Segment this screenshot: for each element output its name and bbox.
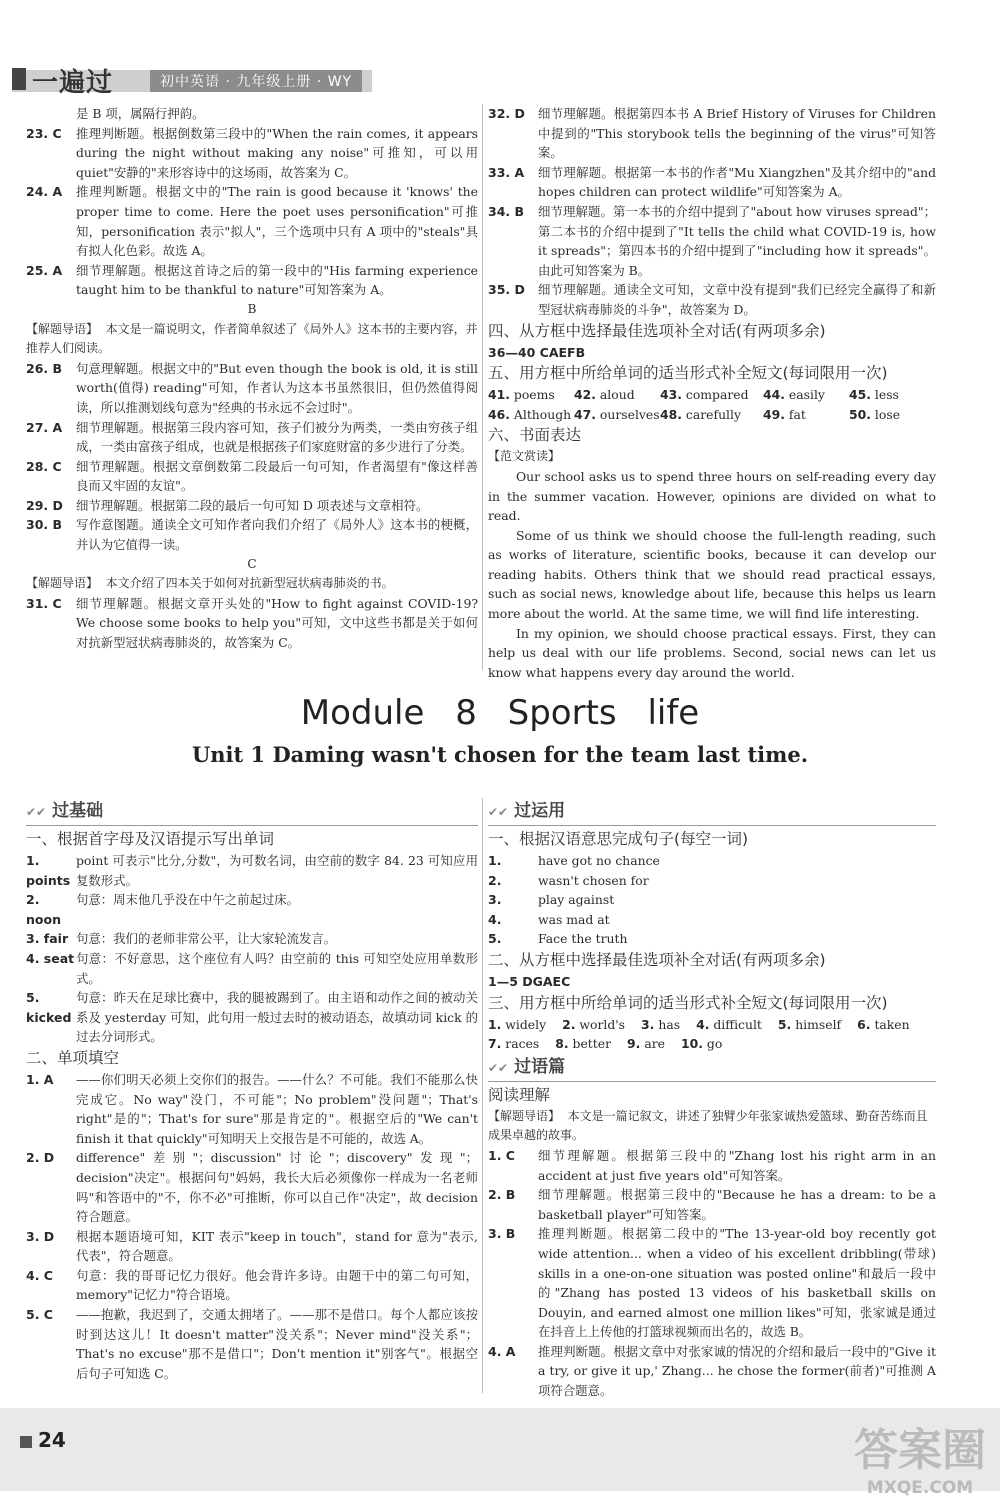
right-column-top xyxy=(488,104,936,682)
ll-section-1-title: 一、根据首字母及汉语提示写出单词 xyxy=(26,830,275,848)
answer-item-number: 30. B xyxy=(26,517,63,533)
answer-item-number: 2. noon xyxy=(26,892,61,927)
lr-section-1-title: 一、根据汉语意思完成句子(每空一词) xyxy=(488,830,749,848)
answer-item xyxy=(488,890,936,910)
answer-item-text: 根据本题语境可知，KIT 表示"keep in touch"，stand for 意为"表示,代表"，符合题意。 xyxy=(76,1228,478,1264)
word-answer-number: 6. xyxy=(857,1016,871,1032)
answer-item xyxy=(488,1146,936,1185)
answer-item xyxy=(26,359,478,418)
word-answer-word: taken xyxy=(874,1016,910,1032)
ll-section-2-title: 二、单项填空 xyxy=(26,1048,120,1067)
answer-item-text: ——抱歉，我迟到了，交通太拥堵了。——那不是借口。每个人都应该按时到达这儿！It doesn't matter"没关系"；Never mind"没关系"；That's no excuse"那不是借口"；Don't mention it"别客气"。根据空后句子可知选 C。 xyxy=(76,1307,478,1381)
lr-section-2-answer: 1—5 DGAEC xyxy=(488,973,571,989)
answer-item xyxy=(26,1227,478,1266)
answer-item-text: 推理判断题。根据文章中对张家诚的情况的介绍和最后一段中的"Give it a try, or give it up,' Zhang... he chose the former(前者)"可推测 A 项符合题意。 xyxy=(538,1343,936,1399)
word-answer-number: 2. xyxy=(562,1016,576,1032)
book-label: 初中英语 · 九年级上册 · WY xyxy=(150,70,362,92)
heading-mark-icon: ✔✔ xyxy=(488,1060,509,1075)
word-answer-number: 45. xyxy=(849,387,871,403)
word-answer-number: 48. xyxy=(660,406,682,422)
answer-item-number: 27. A xyxy=(26,419,63,435)
answer-item xyxy=(26,1070,478,1148)
answer-item-number: 3. xyxy=(488,892,502,908)
answer-item-number: 28. C xyxy=(26,458,62,474)
header-square-icon xyxy=(12,68,26,90)
reading-guide xyxy=(488,1107,936,1146)
answer-item xyxy=(26,418,478,457)
word-answer-word: Although xyxy=(513,406,572,422)
word-answer-number: 46. xyxy=(488,406,510,422)
basics-heading-text: 过基础 xyxy=(52,801,104,821)
reading-guide-label: 【解题导语】 xyxy=(488,1108,561,1123)
word-answer-word: better xyxy=(572,1036,612,1052)
answer-item-text: Face the truth xyxy=(538,931,628,947)
watermark-logo xyxy=(854,1414,986,1498)
word-answer-word: aloud xyxy=(599,387,635,403)
section-5-title: 五、用方框中所给单词的适当形式补全短文(每词限用一次) xyxy=(488,364,888,383)
answer-item-text: 句意：我们的老师非常公平，让大家轮流发言。 xyxy=(76,931,337,947)
section-c-letter: C xyxy=(247,556,257,571)
word-answer-number: 1. xyxy=(488,1016,502,1032)
answer-item-number: 4. C xyxy=(26,1267,53,1283)
word-answer-number: 3. xyxy=(641,1016,655,1032)
answer-item-text: 细节理解题。根据第二段的最后一句可知 D 项表述与文章相符。 xyxy=(76,497,429,513)
answer-item-text: 细节理解题。第一本书的介绍中提到了"about how viruses spread"；第二本书的介绍中提到了"It tells the child what COVID-19 is, how it spreads"；第四本书的介绍中提到了"including how it spreads"。由此可知答案为 B。 xyxy=(538,203,936,278)
application-heading xyxy=(488,798,936,826)
answer-item xyxy=(488,910,936,930)
answer-item-number: 33. A xyxy=(488,164,525,180)
word-answer xyxy=(488,405,574,425)
answer-item-text: 细节理解题。根据文章倒数第二段最后一句可知，作者渴望有"像这样善良而又牢固的友谊"。 xyxy=(76,458,478,494)
word-answer xyxy=(574,405,660,425)
word-answer-number: 9. xyxy=(627,1036,641,1052)
answer-item-text: point 可表示"比分,分数"，为可数名词，由空前的数字 84. 23 可知应用复数形式。 xyxy=(76,853,478,888)
basics-heading xyxy=(26,798,478,826)
answer-item-number: 34. B xyxy=(488,203,525,219)
answer-item-text: difference"差别"；discussion"讨论"；discovery"发现"；decision"决定"。根据问句"妈妈，我长大后必须像你一样成为一名老师吗"和答语中的"不，你不必"可推断，你可以自己作"决定"，故 decision 符合题意。 xyxy=(76,1150,478,1225)
word-answer-number: 44. xyxy=(763,387,785,403)
answer-item-number: 4. xyxy=(488,911,502,927)
answer-item-text: 细节理解题。根据第三段内容可知，孩子们被分为两类，一类由穷孩子组成，一类由富孩子组成，也就是根据孩子们家庭财富的多少进行了分类。 xyxy=(76,419,478,455)
page-number: 24 xyxy=(20,1428,66,1452)
essay-paragraph-2: Some of us think we should choose the full-length reading, such as works of literature, scientific books, because it can develop our reading habits. Others think that we should read practical essays, such as social news, knowledge about life, because this helps us learn more about the world. At the same time, we will find life interesting. xyxy=(488,527,936,622)
answer-item xyxy=(488,202,936,280)
answer-item xyxy=(26,261,478,300)
answer-item xyxy=(488,104,936,163)
answer-item xyxy=(26,594,478,653)
answer-item-number: 24. A xyxy=(26,184,63,200)
answer-item xyxy=(26,457,478,496)
answer-item-text: 细节理解题。根据第四本书 A Brief History of Viruses for Children 中提到的"This storybook tells the beginning of the virus"可知答案。 xyxy=(538,106,936,161)
answer-item-text: 推理判断题。根据第二段中的"The 13-year-old boy recently got wide attention... when a video of his excellent dribbling(带球) skills in a one-on-one situation was posted online"和最后一段中的"Zhang has posted 13 videos of his basketball skills on Douyin, and earned almost one million likes"可知，张家诚是通过在抖音上上传他的打篮球视频而出名的，故选 B。 xyxy=(538,1226,936,1340)
word-answer-word: are xyxy=(644,1036,665,1052)
answer-item-number: 3. fair xyxy=(26,931,69,947)
answer-item-text: ——你们明天必须上交你们的报告。——什么？不可能。我们不能那么快完成它。No way"没门，不可能"；No problem"没问题"；That's right"是的"；That's for sure"那是肯定的"。根据空后的"We can't finish it that quickly"可知明天上交报告是不可能的，故选 A。 xyxy=(76,1071,478,1146)
answer-item-number: 4. A xyxy=(488,1343,516,1359)
answer-item xyxy=(488,851,936,871)
word-answer-number: 7. xyxy=(488,1036,502,1052)
application-heading-text: 过运用 xyxy=(514,801,566,821)
lr-section-2-title: 二、从方框中选择最佳选项补全对话(有两项多余) xyxy=(488,950,826,969)
word-answer-number: 41. xyxy=(488,387,510,403)
heading-mark-icon: ✔✔ xyxy=(488,805,509,819)
left-column-top xyxy=(26,104,478,653)
guide-c-text: 本文介绍了四本关于如何对抗新型冠状病毒肺炎的书。 xyxy=(105,576,394,591)
word-answer xyxy=(681,1034,722,1054)
word-answer-word: less xyxy=(874,387,899,403)
word-answer-word: go xyxy=(706,1036,723,1052)
answer-item xyxy=(26,1148,478,1226)
word-answer xyxy=(488,1015,546,1035)
word-answer-number: 50. xyxy=(849,406,871,422)
lower-left-column xyxy=(26,798,478,1383)
answer-item-text: 细节理解题。通读全文可知，文章中没有提到"我们已经完全赢得了和新型冠状病毒肺炎的斗争"，故答案为 D。 xyxy=(538,282,936,317)
answer-item-number: 32. D xyxy=(488,106,525,121)
word-answer-word: carefully xyxy=(685,406,741,422)
guide-b-label: 【解题导语】 xyxy=(26,321,99,336)
answer-item-number: 35. D xyxy=(488,282,525,298)
module-title: Module 8 Sports life xyxy=(300,693,700,733)
word-answer-number: 49. xyxy=(763,406,785,422)
answer-item-number: 29. D xyxy=(26,497,63,513)
answer-item xyxy=(488,871,936,891)
answer-item-text: 句意：不好意思，这个座位有人吗？由空前的 this 可知空处应用单数形式。 xyxy=(76,950,478,986)
answer-item-number: 1. xyxy=(488,853,502,868)
answer-item-text: was mad at xyxy=(538,911,610,927)
series-logo: 一遍过 xyxy=(32,68,114,98)
answer-item-text: 写作意图题。通读全文可知作者向我们介绍了《局外人》这本书的梗概，并认为它值得一读。 xyxy=(76,517,478,553)
word-answer-word: races xyxy=(505,1036,540,1052)
word-answer xyxy=(660,405,763,425)
word-answer xyxy=(555,1034,611,1054)
answer-item xyxy=(26,988,478,1047)
word-answer-word: fat xyxy=(788,406,806,422)
answer-item-number: 5. xyxy=(488,931,502,947)
answer-item-text: 细节理解题。根据第一本书的作者"Mu Xiangzhen"及其介绍中的"and hopes children can protect wildlife"可知答案为 A。 xyxy=(538,164,936,200)
lower-right-column xyxy=(488,798,936,1401)
word-answer-word: world's xyxy=(579,1016,626,1032)
answer-item xyxy=(488,1342,936,1401)
word-answer-number: 10. xyxy=(680,1036,703,1052)
section-6-title: 六、书面表达 xyxy=(488,426,582,445)
answer-item xyxy=(26,515,478,554)
word-answer-word: has xyxy=(658,1016,681,1032)
word-answer-word: easily xyxy=(788,387,825,403)
watermark-url: MXQE.COM xyxy=(866,1478,974,1498)
word-answer xyxy=(627,1034,665,1054)
word-answer xyxy=(849,385,935,405)
answer-item-text: play against xyxy=(538,892,615,908)
word-answer xyxy=(641,1015,680,1035)
word-answer xyxy=(488,385,574,405)
model-essay xyxy=(488,467,936,683)
answer-item xyxy=(26,929,478,949)
answer-item xyxy=(26,124,478,183)
reading-title: 阅读理解 xyxy=(488,1085,551,1104)
section-b-letter: B xyxy=(247,301,257,316)
answer-item-text: 句意：我的哥哥记忆力很好。他会背许多诗。由题干中的第二句可知，memory"记忆力"符合语境。 xyxy=(76,1267,478,1303)
watermark-text: 答案圈 xyxy=(854,1425,986,1476)
answer-item xyxy=(26,182,478,260)
answer-item-number: 5. C xyxy=(26,1307,53,1323)
answer-item xyxy=(488,1185,936,1224)
answer-item xyxy=(26,890,478,929)
answer-item-text: have got no chance xyxy=(538,853,660,868)
answer-item-number: 1. points xyxy=(26,853,71,888)
essay-paragraph-3: In my opinion, we should choose practical essays. First, they can help us deal with our life problems. Second, social news can let us know what happens every day around the world. xyxy=(488,625,936,680)
answer-item-text: wasn't chosen for xyxy=(538,872,649,888)
answer-item-number: 1. C xyxy=(488,1147,515,1163)
reading-guide-text: 本文是一篇记叙文，讲述了独臂少年张家诚热爱篮球、勤奋苦练而且成果卓越的故事。 xyxy=(488,1108,928,1143)
answer-item-text: 句意：周末他几乎没在中午之前起过床。 xyxy=(76,892,300,908)
answer-item xyxy=(26,949,478,988)
word-answer xyxy=(660,385,763,405)
answer-item-text: 推理判断题。根据文中的"The rain is good because it 'knows' the proper time to come. Here the poet uses personification"可推知，personification 表示"拟人"，三个选项中只有 A 项中的"steals"具有拟人化色彩。故选 A。 xyxy=(76,184,478,259)
answer-item xyxy=(488,1224,936,1342)
word-answer xyxy=(562,1015,625,1035)
answer-item-number: 2. B xyxy=(488,1187,516,1203)
guide-c-label: 【解题导语】 xyxy=(26,576,99,591)
word-answer-number: 4. xyxy=(696,1016,710,1032)
word-answer xyxy=(488,1034,539,1054)
page-footer xyxy=(0,1408,1000,1491)
page-header xyxy=(0,0,1000,105)
word-answer xyxy=(574,385,660,405)
answer-item-number: 26. B xyxy=(26,360,63,376)
word-answer-number: 8. xyxy=(555,1036,569,1052)
answer-item-number: 2. D xyxy=(26,1150,55,1166)
word-answer xyxy=(849,405,935,425)
guide-c xyxy=(26,574,478,594)
word-answer-word: himself xyxy=(795,1016,842,1032)
section-5-answers xyxy=(488,385,936,424)
word-answer xyxy=(763,405,849,425)
unit-title: Unit 1 Daming wasn't chosen for the team last time. xyxy=(191,742,809,767)
answer-item-text: 句意理解题。根据文中的"But even though the book is old, it is still worth(值得) reading"可知，作者认为这本书虽然很旧，但仍然值得阅读，所以推测划线句意为"经典的书永远不会过时"。 xyxy=(76,360,478,415)
model-essay-label: 【范文赏读】 xyxy=(488,449,561,464)
guide-b xyxy=(26,320,478,359)
answer-item xyxy=(488,163,936,202)
answer-item-text: 细节理解题。根据第三段中的"Zhang lost his right arm in an accident at just five years old"可知答案。 xyxy=(538,1147,936,1183)
word-answer-number: 5. xyxy=(777,1016,792,1032)
answer-item xyxy=(26,1305,478,1383)
word-answer xyxy=(696,1015,762,1035)
word-answer-word: poems xyxy=(513,387,555,403)
word-answer-word: widely xyxy=(505,1016,547,1032)
word-answer xyxy=(857,1015,909,1035)
answer-item-number: 3. D xyxy=(26,1228,55,1244)
word-answer-word: compared xyxy=(685,387,749,403)
answer-item-number: 3. B xyxy=(488,1226,516,1242)
column-divider xyxy=(482,104,483,670)
word-answer-word: difficult xyxy=(713,1016,762,1032)
discourse-heading xyxy=(488,1054,936,1082)
answer-item-number: 2. xyxy=(488,872,502,888)
answer-item-number: 25. A xyxy=(26,262,63,278)
word-answer-number: 47. xyxy=(574,406,596,422)
section-4-title: 四、从方框中选择最佳选项补全对话(有两项多余) xyxy=(488,321,826,340)
answer-item-text: 细节理解题。根据这首诗之后的第一段中的"His farming experience taught him to be thankful to nature"可知答案为 A。 xyxy=(76,262,478,298)
answer-item-number: 4. seat xyxy=(26,950,75,966)
answer-item-text: 细节理解题。根据第三段中的"Because he has a dream: to be a basketball player"可知答案。 xyxy=(538,1187,936,1222)
answer-item xyxy=(26,851,478,890)
answer-item-number: 31. C xyxy=(26,595,62,611)
answer-item xyxy=(488,929,936,949)
essay-paragraph-1: Our school asks us to spend three hours on self-reading every day in the summer vacation. However, opinions are divided on what to read. xyxy=(488,468,936,524)
answer-item xyxy=(26,496,478,516)
word-answer-word: ourselves xyxy=(599,406,660,422)
answer-item xyxy=(488,280,936,319)
word-answer xyxy=(763,385,849,405)
discourse-heading-text: 过语篇 xyxy=(514,1056,566,1077)
column-divider-lower xyxy=(482,798,483,1393)
answer-item-text: 细节理解题。根据文章开头处的"How to fight against COVID-19? We choose some books to help you"可知，文中这些书都是关于如何对抗新型冠状病毒肺炎的，故答案为 C。 xyxy=(76,595,478,651)
word-answer-number: 43. xyxy=(660,387,682,403)
section-4-answer: 36—40 CAEFB xyxy=(488,344,586,360)
lr-section-3-title: 三、用方框中所给单词的适当形式补全短文(每词限用一次) xyxy=(488,993,888,1012)
answer-item xyxy=(26,1266,478,1305)
answer-item-number: 5. kicked xyxy=(26,990,72,1025)
lr-section-3-answers xyxy=(488,1015,936,1054)
guide-b-text: 本文是一篇说明文，作者简单叙述了《局外人》这本书的主要内容，并推荐人们阅读。 xyxy=(26,321,478,356)
word-answer xyxy=(778,1015,841,1035)
answer-item-number: 1. A xyxy=(26,1071,54,1087)
continued-text: 是 B 项，属隔行押韵。 xyxy=(76,106,205,121)
answer-item-number: 23. C xyxy=(26,125,62,141)
answer-item-text: 句意：昨天在足球比赛中，我的腿被踢到了。由主语和动作之间的被动关系及 yesterday 可知，此句用一般过去时的被动语态，故填动词 kick 的过去分词形式。 xyxy=(76,990,478,1045)
heading-mark-icon: ✔✔ xyxy=(26,805,47,819)
word-answer-number: 42. xyxy=(574,387,596,403)
word-answer-word: lose xyxy=(874,406,901,422)
answer-item-text: 推理判断题。根据倒数第三段中的"When the rain comes, it appears during the night without making any noise"可推知，可以用 quiet"安静的"来形容诗中的这场雨，故答案为 C。 xyxy=(76,125,478,180)
